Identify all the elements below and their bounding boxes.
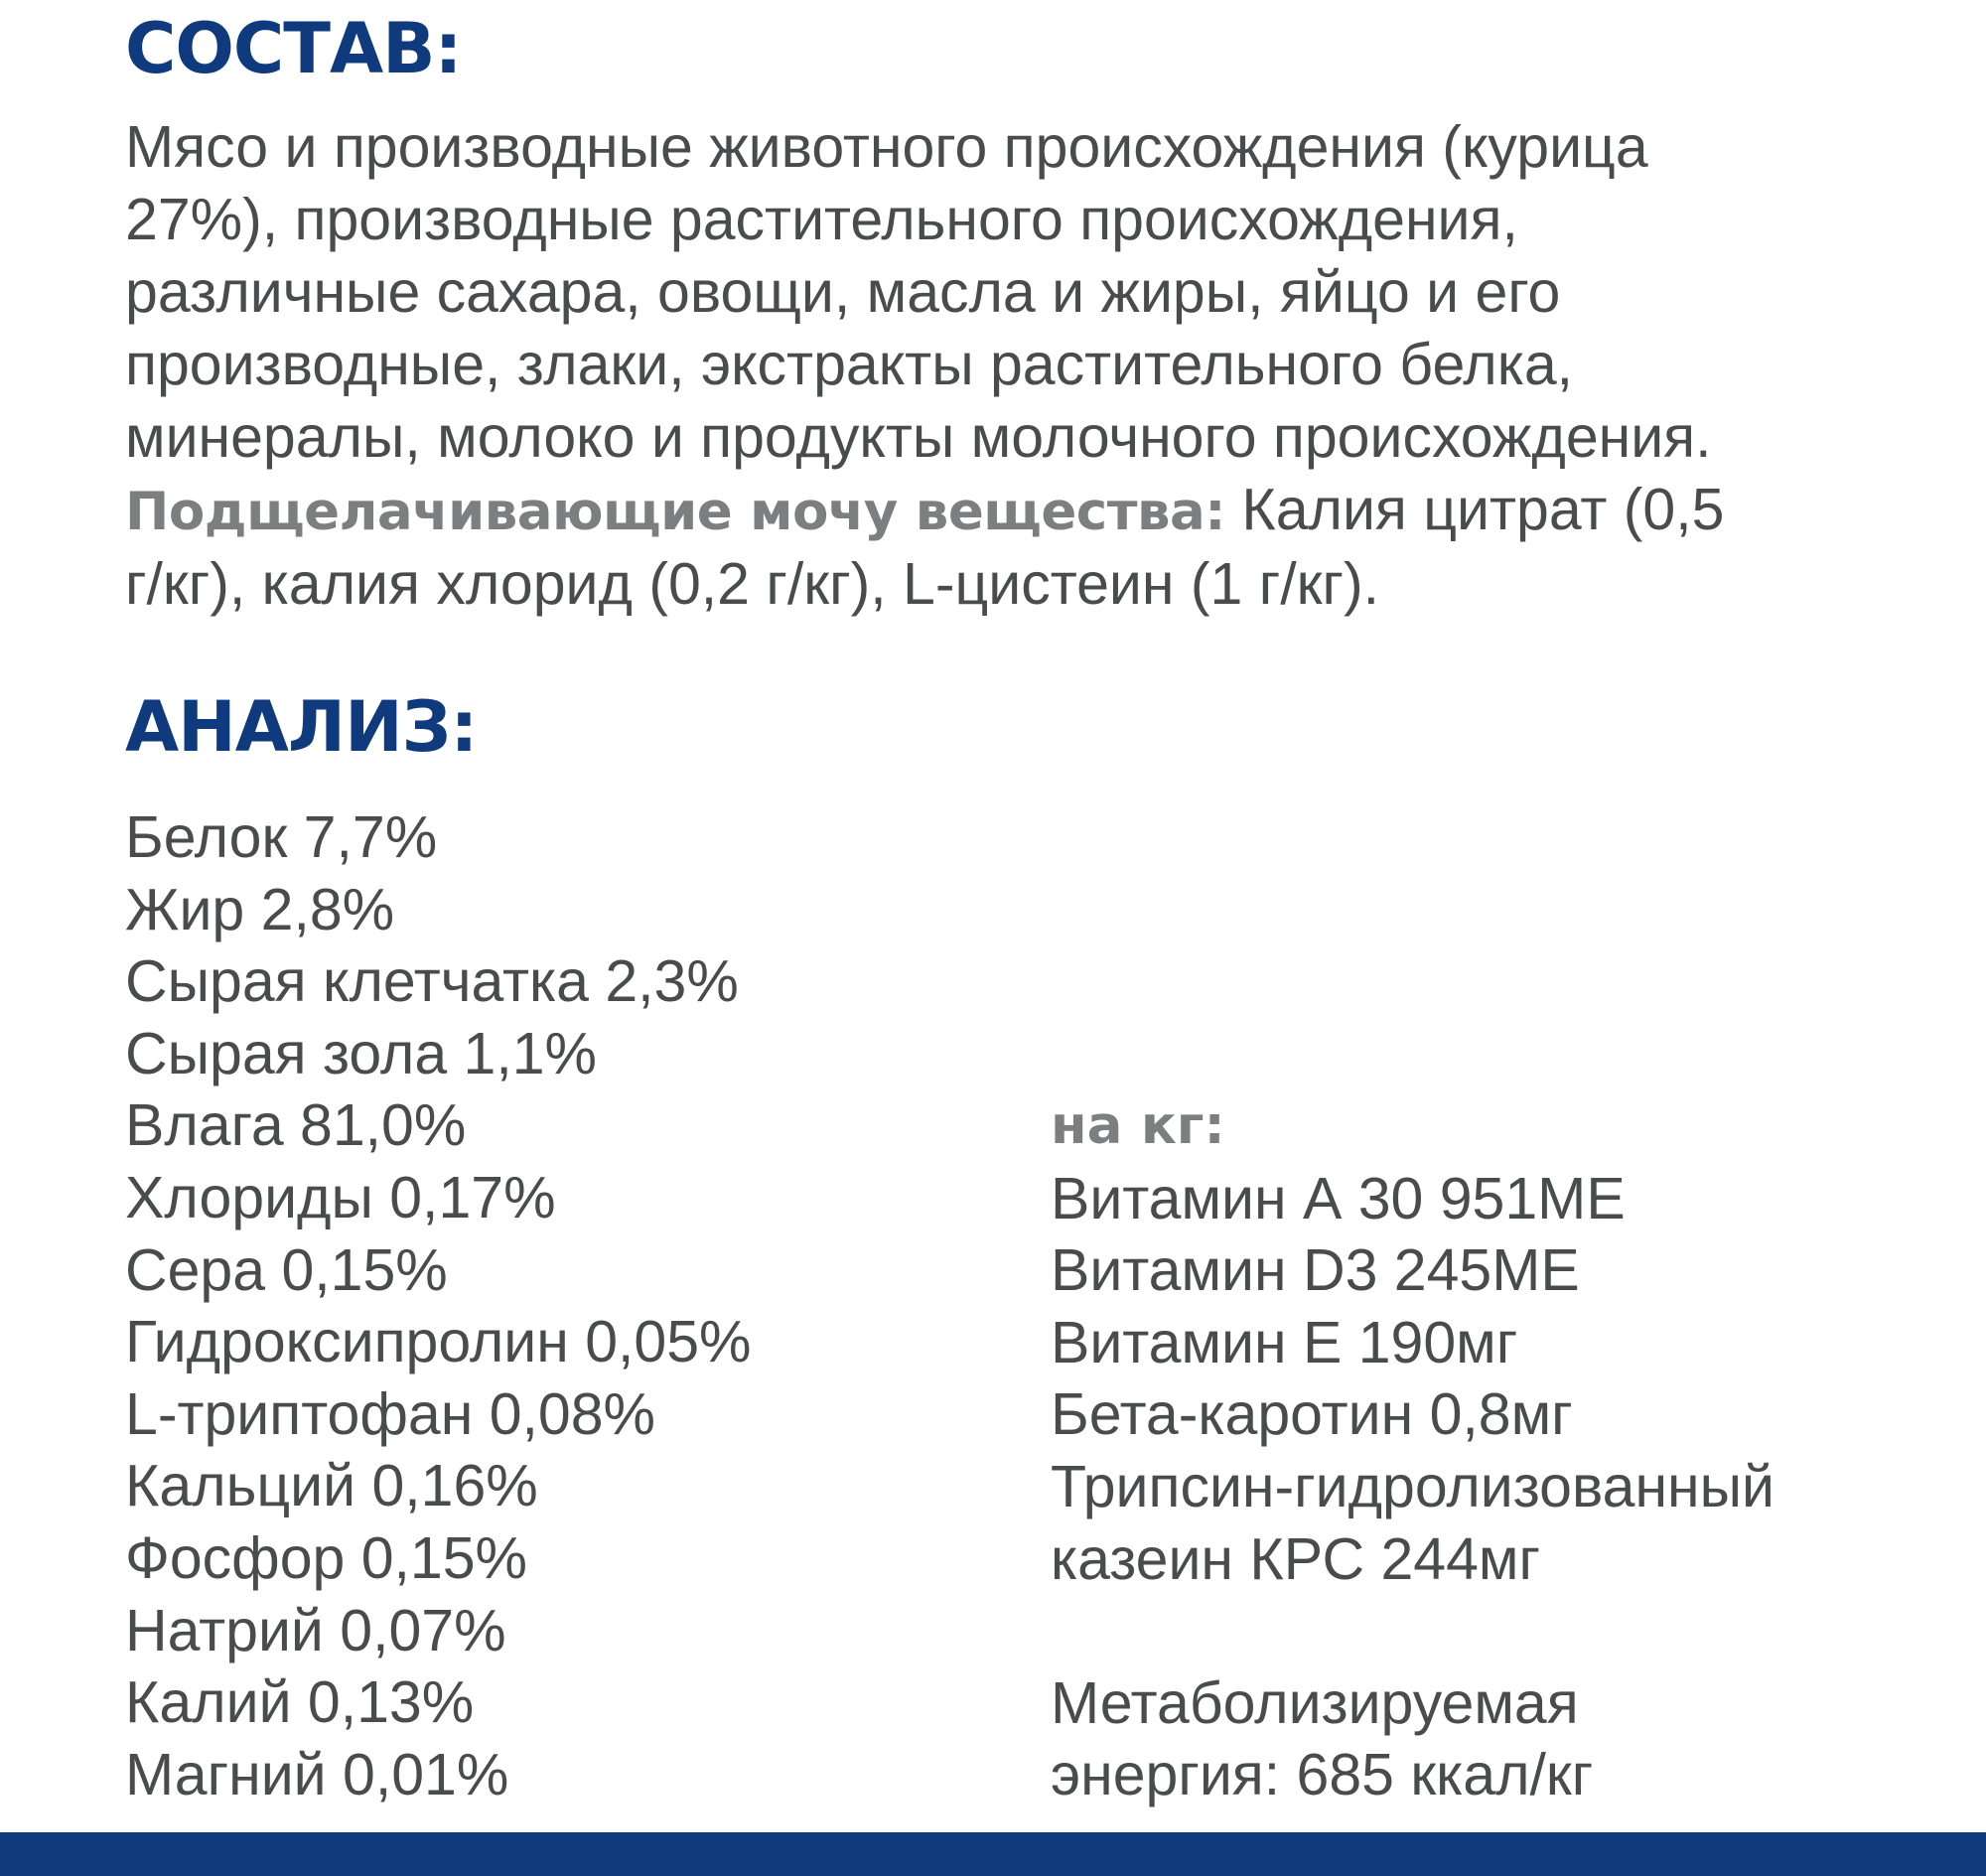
composition-heading: СОСТАВ:: [125, 8, 462, 89]
alkalizers-label: Подщелачивающие мочу вещества:: [125, 482, 1225, 542]
per-kg-list: [1051, 1090, 1774, 1811]
analysis-item: Натрий 0,07%: [125, 1597, 506, 1663]
spacer: [1051, 1595, 1774, 1667]
analysis-heading: АНАЛИЗ:: [125, 686, 478, 768]
analysis-item: L-триптофан 0,08%: [125, 1380, 655, 1447]
composition-line: минералы, молоко и продукты молочного происхождения.: [125, 404, 1712, 470]
analysis-item: Хлориды 0,17%: [125, 1164, 556, 1230]
per-kg-heading: на кг:: [1051, 1095, 1225, 1156]
analysis-item: Кальций 0,16%: [125, 1453, 538, 1519]
analysis-item: Магний 0,01%: [125, 1741, 509, 1807]
per-kg-item: Витамин А 30 951МЕ: [1051, 1165, 1626, 1231]
energy-line: энергия: 685 ккал/кг: [1051, 1742, 1594, 1808]
bottom-bar: [0, 1832, 1986, 1876]
alkalizers-text: Калия цитрат (0,5: [1224, 477, 1725, 542]
composition-paragraph: [125, 111, 1913, 621]
analysis-item: Белок 7,7%: [125, 804, 438, 870]
alkalizers-line-continued: г/кг), калия хлорид (0,2 г/кг), L-цистеин (1 г/кг).: [125, 551, 1379, 617]
analysis-item: Влага 81,0%: [125, 1092, 467, 1159]
analysis-list: [125, 801, 752, 1810]
analysis-item: Сера 0,15%: [125, 1236, 448, 1303]
per-kg-item: Бета-каротин 0,8мг: [1051, 1381, 1573, 1448]
analysis-item: Гидроксипролин 0,05%: [125, 1309, 752, 1375]
analysis-item: Сырая зола 1,1%: [125, 1020, 597, 1086]
analysis-item: Фосфор 0,15%: [125, 1524, 528, 1591]
per-kg-item: Витамин Е 190мг: [1051, 1309, 1518, 1375]
analysis-item: Жир 2,8%: [125, 876, 395, 942]
alkalizers-line: [125, 474, 1913, 548]
per-kg-item: казеин КРС 244мг: [1051, 1525, 1540, 1592]
analysis-item: Сырая клетчатка 2,3%: [125, 948, 739, 1015]
composition-line: Мясо и производные животного происхождения (курица: [125, 114, 1648, 180]
per-kg-item: Витамин D3 245МЕ: [1051, 1237, 1580, 1304]
energy-line: Метаболизируемая: [1051, 1669, 1579, 1736]
composition-line: 27%), производные растительного происхождения,: [125, 187, 1518, 252]
analysis-item: Калий 0,13%: [125, 1669, 475, 1736]
composition-line: различные сахара, овощи, масла и жиры, яйцо и его: [125, 259, 1561, 325]
per-kg-item: Трипсин-гидролизованный: [1051, 1453, 1774, 1519]
composition-line: производные, злаки, экстракты растительного белка,: [125, 332, 1574, 397]
